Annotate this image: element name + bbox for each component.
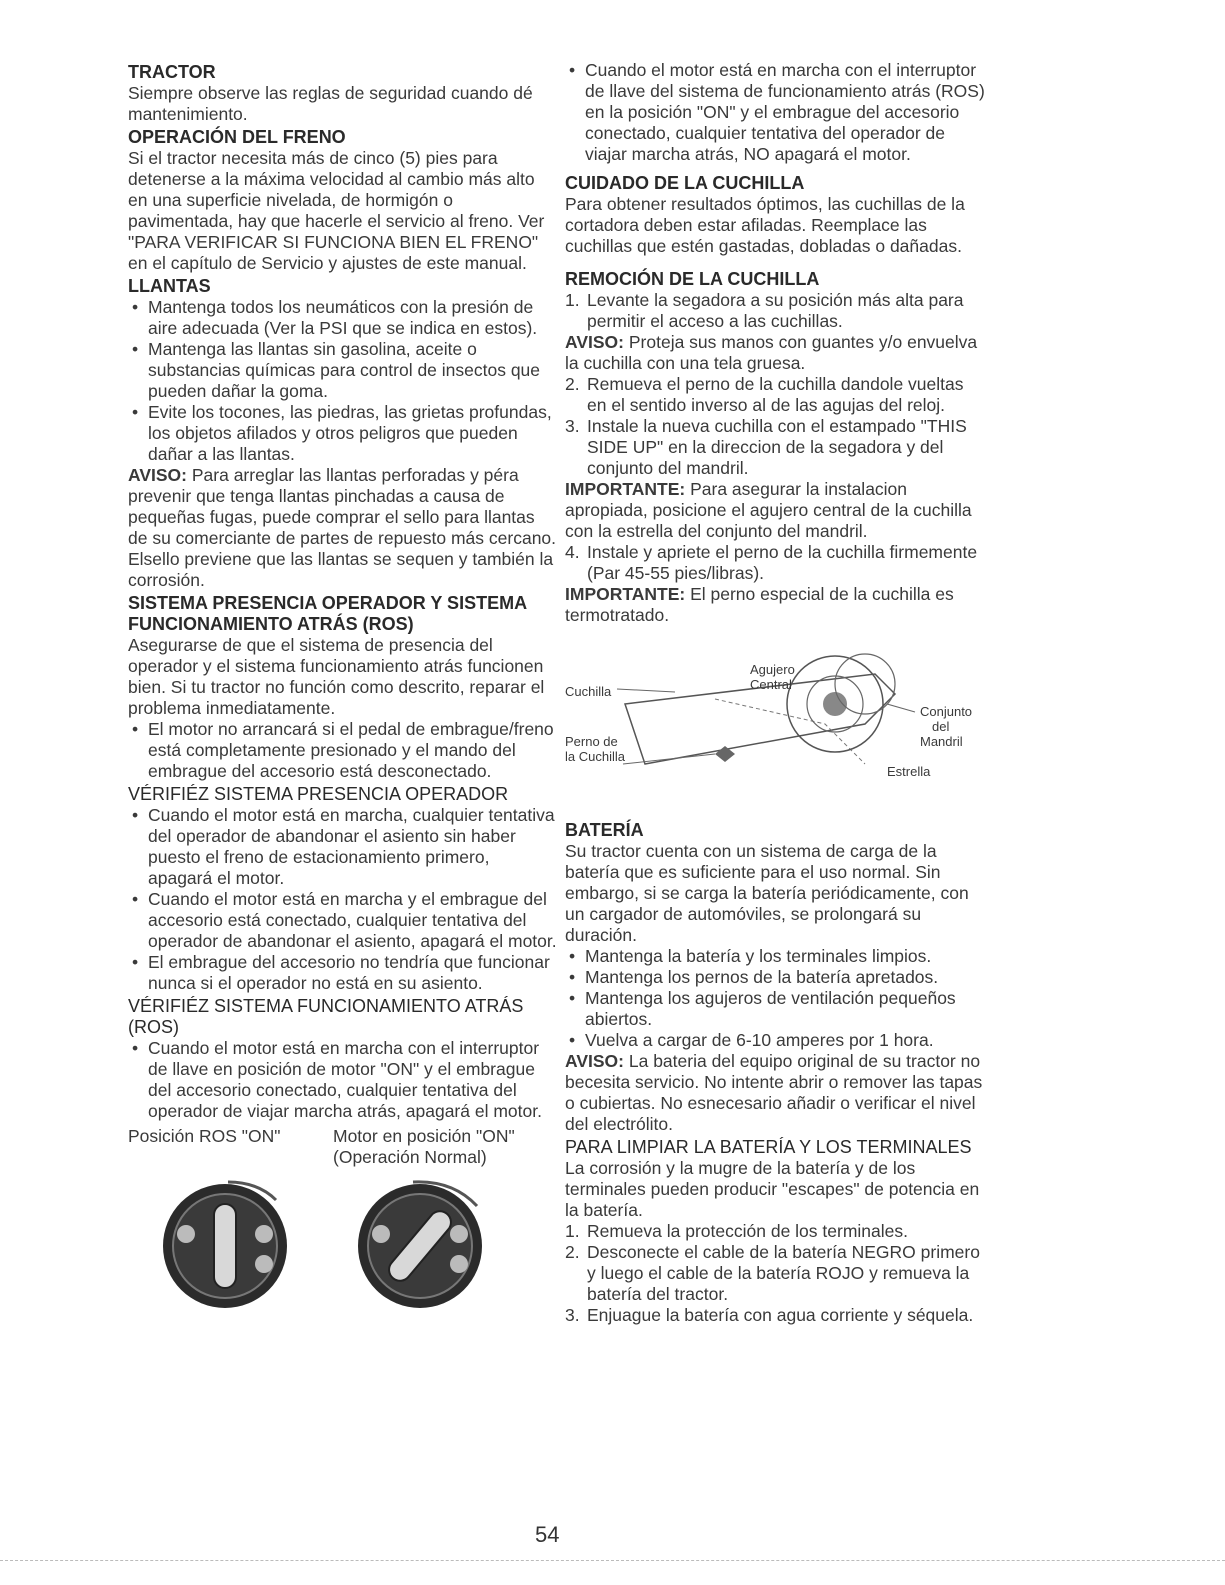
list-item: • Mantenga los agujeros de ventilación pequeños abiertos.	[565, 988, 985, 1030]
list-item: • El embrague del accesorio no tendría que funcionar nunca si el operador no está en su asiento.	[128, 952, 558, 994]
removal-steps-2-3: 2. Remueva el perno de la cuchilla dandole vueltas en el sentido inverso al de las agujas del reloj. 3. Instale la nueva cuchilla con el estampado "THIS SIDE UP" en la direccion de la segadora y del conjunto del mandril.	[565, 374, 967, 478]
removal-step-1: 1. Levante la segadora a su posición más alta para permitir el acceso a las cuchillas.	[565, 290, 964, 331]
important-label: IMPORTANTE:	[565, 479, 686, 499]
list-item: • Mantenga la batería y los terminales limpios.	[565, 946, 985, 967]
blade-diagram-drawing	[565, 634, 985, 814]
ignition-key-ros-icon	[158, 1176, 293, 1316]
label-del: del	[932, 719, 950, 734]
list-item: • Mantenga los pernos de la batería apretados.	[565, 967, 985, 988]
list-item: • Cuando el motor está en marcha con el interruptor de llave del sistema de funcionamiento atrás (ROS) en la posición "ON" y el embrague del accesorio conectado, cualquier tentativa del operador de viajar marcha atrás, NO apagará el motor.	[565, 60, 985, 165]
notice-text: La bateria del equipo original de su tractor no becesita servicio. No intente abrir o remover las tapas o cubiertas. No esnecesario añadir o verificar el nivel del electrólito.	[565, 1051, 983, 1134]
label-central: Central	[750, 677, 792, 692]
notice-label: AVISO:	[128, 465, 187, 485]
page-number: 54	[535, 1522, 560, 1547]
step-text: Remueva la protección de los terminales.	[587, 1221, 908, 1241]
ros-text: Asegurarse de que el sistema de presencia del operador y el sistema funcionamiento atrás funcionen bien. Si tu tractor no función como descrito, reparar el problema inmediatamente.	[128, 635, 545, 718]
important-note	[565, 479, 985, 542]
step-text: Enjuague la batería con agua corriente y séquela.	[587, 1305, 974, 1325]
left-column	[128, 60, 558, 1316]
list-item: • Cuando el motor está en marcha y el embrague del accesorio está conectado, cualquier tentativa del operador de abandonar el asiento, apagará el motor.	[128, 889, 558, 952]
section-title-blade-removal: REMOCIÓN DE LA CUCHILLA	[565, 269, 820, 289]
list-item: • Vuelva a cargar de 6-10 amperes por 1 hora.	[565, 1030, 985, 1051]
blade-assembly-diagram	[565, 634, 985, 814]
removal-notice	[565, 332, 985, 374]
battery-text: Su tractor cuenta con un sistema de carga de la batería que es suficiente para el uso normal. Sin embargo, si se carga la batería periódicamente, con un cargador de automóviles, se prolongará su duración.	[565, 841, 969, 945]
list-item: • Mantenga las llantas sin gasolina, aceite o substancias químicas para control de insectos que pueden dañar la goma.	[128, 339, 558, 402]
notice-label: AVISO:	[565, 332, 624, 352]
label-cuchilla: Cuchilla	[565, 684, 612, 699]
important-text: El perno especial de la cuchilla es termotratado.	[565, 584, 954, 625]
right-column	[565, 60, 985, 1326]
label-conjunto: Conjunto	[920, 704, 973, 719]
important-note-2	[565, 584, 985, 626]
label-perno-de: Perno de	[565, 734, 618, 749]
step-text: Levante la segadora a su posición más alta para permitir el acceso a las cuchillas.	[587, 290, 964, 331]
clean-steps: 1. Remueva la protección de los terminales. 2. Desconecte el cable de la batería NEGRO primero y luego el cable de la batería ROJO y remueva la batería del tractor. 3. Enjuague la batería con agua corriente y séquela.	[565, 1221, 980, 1325]
list-item: • Cuando el motor está en marcha, cualquier tentativa del operador de abandonar el asiento sin haber puesto el freno de estacionamiento primero, apagará el motor.	[128, 805, 558, 889]
label-mandril: Mandril	[920, 734, 963, 749]
section-title-ros: SISTEMA PRESENCIA OPERADOR Y SISTEMA FUNCIONAMIENTO ATRÁS (ROS)	[128, 593, 527, 634]
ros-continued-list	[565, 60, 985, 165]
section-title-blade-care: CUIDADO DE LA CUCHILLA	[565, 173, 805, 193]
clean-text: La corrosión y la mugre de la batería y de los terminales pueden producir "escapes" de potencia en la batería.	[565, 1158, 980, 1220]
step-text: Instale la nueva cuchilla con el estampado "THIS SIDE UP" en la direccion de la segadora y del conjunto del mandril.	[587, 416, 967, 478]
battery-list	[565, 946, 985, 1051]
label-agujero: Agujero	[750, 662, 795, 677]
section-title-battery: BATERÍA	[565, 820, 644, 840]
tires-list	[128, 297, 558, 465]
tractor-text: Siempre observe las reglas de seguridad cuando dé mantenimiento.	[128, 83, 533, 124]
list-item: • El motor no arrancará si el pedal de embrague/freno está completamente presionado y el mando del embrague del accesorio está desconectado.	[128, 719, 558, 782]
tires-notice	[128, 465, 558, 591]
blade-care-text: Para obtener resultados óptimos, las cuchillas de la cortadora deben estar afiladas. Reemplace las cuchillas que estén gastadas, dobladas o dañadas.	[565, 194, 965, 256]
step-text: Instale y apriete el perno de la cuchilla firmemente (Par 45-55 pies/libras).	[587, 542, 978, 583]
notice-label: AVISO:	[565, 1051, 624, 1071]
important-text: Para asegurar la instalacion apropiada, posicione el agujero central de la cuchilla con la estrella del conjunto del mandril.	[565, 479, 972, 541]
notice-text: Proteja sus manos con guantes y/o envuelva la cuchilla con una tela gruesa.	[565, 332, 978, 373]
dial-caption-normal: Motor en posición "ON" (Operación Normal)	[333, 1126, 515, 1167]
ignition-key-normal-icon	[353, 1176, 488, 1316]
important-label: IMPORTANTE:	[565, 584, 686, 604]
ignition-dials-figure	[128, 1126, 558, 1316]
list-item: • Mantenga todos los neumáticos con la presión de aire adecuada (Ver la PSI que se indica en estos).	[128, 297, 558, 339]
list-item: • Cuando el motor está en marcha con el interruptor de llave en posición de motor "ON" y el embrague del accesorio conectado, cualquier tentativa del operador de viajar marcha atrás, apagará el motor.	[128, 1038, 558, 1122]
step-text: Remueva el perno de la cuchilla dandole vueltas en el sentido inverso al de las agujas del reloj.	[587, 374, 964, 415]
section-title-brake: OPERACIÓN DEL FRENO	[128, 127, 346, 147]
section-title-tractor: TRACTOR	[128, 62, 216, 82]
ros-list	[128, 719, 558, 782]
verify-ros-list	[128, 1038, 558, 1122]
list-item: • Evite los tocones, las piedras, las grietas profundas, los objetos afilados y otros peligros que pueden dañar a las llantas.	[128, 402, 558, 465]
verify-operator-list	[128, 805, 558, 994]
removal-step-4: 4. Instale y apriete el perno de la cuchilla firmemente (Par 45-55 pies/libras).	[565, 542, 978, 583]
section-title-tires: LLANTAS	[128, 276, 211, 296]
label-estrella: Estrella	[887, 764, 931, 779]
brake-text: Si el tractor necesita más de cinco (5) pies para detenerse a la máxima velocidad al cambio más alto en una superficie nivelada, de hormigón o pavimentada, hay que hacerle el servicio al freno. Ver "PARA VERIFICAR SI FUNCIONA BIEN EL FRENO" en el capítulo de Servicio y ajustes de este manual.	[128, 148, 545, 273]
page-bottom-divider	[0, 1560, 1225, 1561]
section-title-verify-operator: VÉRIFIÉZ SISTEMA PRESENCIA OPERADOR	[128, 784, 509, 804]
label-la-cuchilla: la Cuchilla	[565, 749, 625, 764]
section-title-verify-ros: VÉRIFIÉZ SISTEMA FUNCIONAMIENTO ATRÁS (ROS)	[128, 996, 524, 1037]
battery-notice	[565, 1051, 985, 1135]
dial-caption-ros: Posición ROS "ON"	[128, 1126, 281, 1146]
step-text: Desconecte el cable de la batería NEGRO primero y luego el cable de la batería ROJO y remueva la batería del tractor.	[587, 1242, 980, 1304]
section-title-clean-battery: PARA LIMPIAR LA BATERÍA Y LOS TERMINALES	[565, 1137, 972, 1157]
notice-text: Para arreglar las llantas perforadas y péra prevenir que tenga llantas pinchadas a causa de pequeñas fugas, puede comprar el sello para llantas de su comerciante de partes de repuesto más cercano. Elsello previene que las llantas se sequen y también la corrosión.	[128, 465, 557, 590]
